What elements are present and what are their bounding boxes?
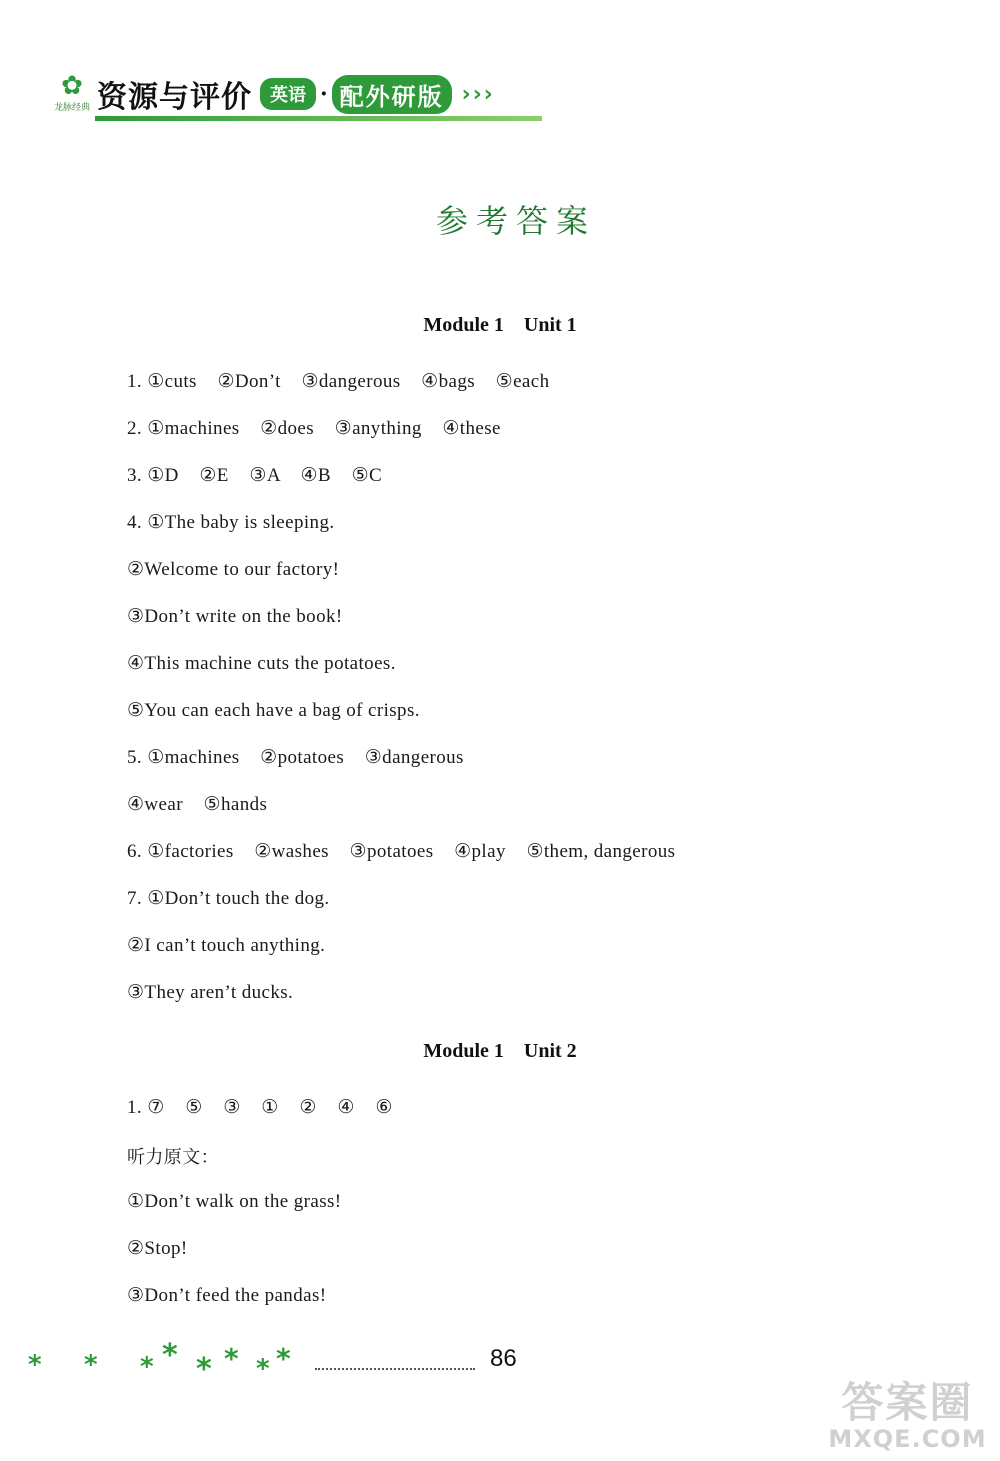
star-icon: * [276,1342,291,1375]
star-icon: * [140,1352,154,1382]
series-banner [97,76,497,115]
footer-decoration [28,1338,318,1388]
answer-line: ②Stop! [127,1238,188,1259]
answer-line: 6. ①factories ②washes ③potatoes ④play ⑤them, dangerous [127,841,676,862]
star-icon: * [256,1354,270,1384]
answer-line: ③Don’t feed the pandas! [127,1285,327,1306]
header-underline [95,116,542,121]
answer-line: ⑤You can each have a bag of crisps. [127,700,420,721]
series-title: 资源与评价 [97,80,252,115]
answer-line: 听力原文： [127,1147,219,1168]
answer-line: 5. ①machines ②potatoes ③dangerous [127,747,464,768]
star-icon: ✿ [61,71,83,101]
star-icon: * [28,1350,42,1380]
watermark-en: MXQE.COM [828,1425,987,1453]
star-icon: * [162,1338,178,1373]
star-icon: * [84,1350,98,1380]
chevron-right-icon: ››› [461,81,495,107]
edition-badge: 配外研版 [332,75,452,114]
watermark [820,1380,995,1458]
answer-line: 1. ⑦ ⑤ ③ ① ② ④ ⑥ [127,1097,393,1118]
header-banner [45,68,525,126]
answer-line: ②Welcome to our factory! [127,559,340,580]
answer-line: ④wear ⑤hands [127,794,268,815]
answer-line: 3. ①D ②E ③A ④B ⑤C [127,465,383,486]
page-number: 86 [490,1345,517,1372]
star-icon: * [224,1342,239,1375]
answer-line: 4. ①The baby is sleeping. [127,512,335,533]
answer-line: 1. ①cuts ②Don’t ③dangerous ④bags ⑤each [127,371,550,392]
answer-line: ①Don’t walk on the grass! [127,1191,342,1212]
answer-line: 7. ①Don’t touch the dog. [127,888,330,909]
answer-line: 2. ①machines ②does ③anything ④these [127,418,501,439]
section-heading-module1-unit1: Module 1 Unit 1 [423,314,577,336]
answer-line: ③They aren’t ducks. [127,982,294,1003]
publisher-logo [50,72,94,118]
section-heading-module1-unit2: Module 1 Unit 2 [423,1040,577,1062]
banner-separator: · [320,81,328,107]
logo-text: 龙脉经典 [53,103,90,113]
star-icon: * [196,1352,212,1387]
answer-line: ④This machine cuts the potatoes. [127,653,396,674]
footer-dotted-leader [315,1366,475,1370]
watermark-cn: 答案圈 [841,1378,974,1427]
answer-line: ③Don’t write on the book! [127,606,343,627]
page-title: 参考答案 [435,202,596,240]
subject-badge: 英语 [260,78,316,110]
answer-line: ②I can’t touch anything. [127,935,326,956]
